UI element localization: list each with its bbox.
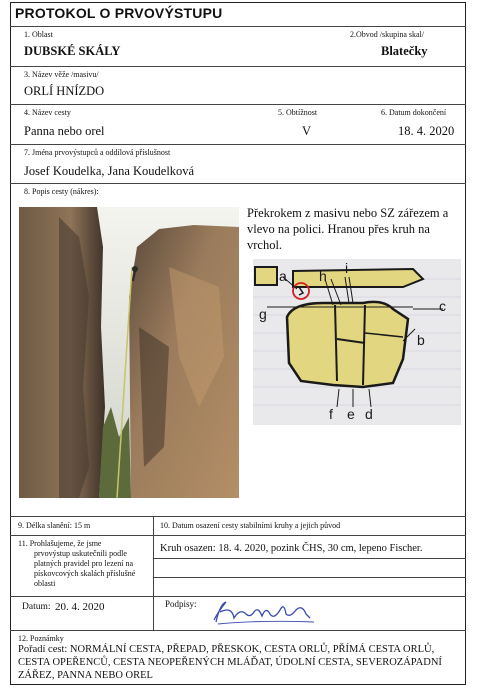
notes-line: Pořadí cest: NORMÁLNÍ CESTA, PŘEPAD, PŘESKOK, CESTA ORLŮ, PŘÍMÁ CESTA ORLŮ, [18, 644, 435, 655]
route-label: 4. Název cesty [24, 108, 71, 117]
anchors-label: 10. Datum osazení cesty stabilními kruhy a jejich původ [160, 521, 341, 530]
divider [10, 26, 466, 27]
tower-label: 3. Název věže /masivu/ [24, 70, 99, 79]
tower-value: ORLÍ HNÍZDO [24, 84, 105, 98]
description-label: 8. Popis cesty (nákres): [24, 187, 99, 196]
divider [153, 558, 466, 559]
notes [18, 643, 462, 682]
declaration-line: platných pravidel pro lezení na [34, 559, 134, 568]
route-sketch [253, 259, 461, 425]
sketch-label-c: c [439, 298, 446, 314]
climbers-value: Josef Koudelka, Jana Koudelková [24, 164, 195, 178]
sketch-label-a: a [279, 268, 287, 284]
date-label: Datum: [22, 602, 51, 612]
declaration-line: pískovcových skalách příslušné [34, 569, 136, 578]
declaration-line: oblasti [34, 579, 56, 588]
district-label: 2.Obvod /skupina skal/ [350, 30, 424, 39]
divider [10, 66, 466, 67]
area-label: 1. Oblast [24, 30, 53, 39]
divider [10, 535, 466, 536]
difficulty-label: 5. Obtížnost [278, 108, 318, 117]
date-completed-label: 6. Datum dokončení [381, 108, 447, 117]
divider [10, 630, 466, 631]
district-value: Blatečky [381, 44, 428, 58]
anchors-value: Kruh osazen: 18. 4. 2020, pozink ČHS, 30 cm, lepeno Fischer. [160, 543, 423, 554]
divider [10, 516, 466, 517]
difficulty-value: V [302, 124, 312, 138]
route-value: Panna nebo orel [24, 124, 105, 138]
sketch-label-f: f [329, 406, 333, 422]
divider [10, 144, 466, 145]
area-value: DUBSKÉ SKÁLY [24, 44, 121, 58]
notes-label: 12. Poznámky [18, 634, 64, 643]
route-photo [19, 207, 239, 498]
declaration-line: prvovýstup uskutečnili podle [34, 549, 127, 558]
notes-line: ZÁŘEZ, PANNA NEBO OREL [18, 670, 153, 681]
sketch-label-b: b [417, 332, 425, 348]
rappel-label: 9. Délka slanění: 15 m [18, 521, 91, 530]
sketch-label-h: h [319, 268, 327, 284]
divider [10, 596, 466, 597]
signatures-label: Podpisy: [165, 599, 197, 609]
declaration-line: 11. Prohlašujeme, že jsme [18, 539, 102, 548]
date-completed-value: 18. 4. 2020 [398, 124, 455, 138]
sketch-label-d: d [365, 406, 373, 422]
description-text: Překrokem z masivu nebo SZ zářezem a vlevo na polici. Hranou přes kruh na vrchol. [247, 206, 449, 252]
page-title: PROTOKOL O PRVOVÝSTUPU [15, 5, 223, 21]
divider [10, 183, 466, 184]
divider [10, 104, 466, 105]
signature-image [210, 598, 320, 628]
sketch-label-i: i [345, 260, 349, 276]
sketch-label-g: g [259, 306, 267, 322]
divider [153, 577, 466, 578]
climbers-label: 7. Jména prvovýstupců a oddílová příslušnost [24, 148, 171, 157]
date-value: 20. 4. 2020 [55, 601, 105, 613]
notes-line: CESTA OPEŘENCŮ, CESTA NEOPEŘENÝCH MLÁĎAT, ÚDOLNÍ CESTA, SEVEROZÁPADNÍ [18, 657, 442, 668]
divider [153, 516, 154, 630]
sketch-label-e: e [347, 406, 355, 422]
declaration [18, 539, 150, 589]
